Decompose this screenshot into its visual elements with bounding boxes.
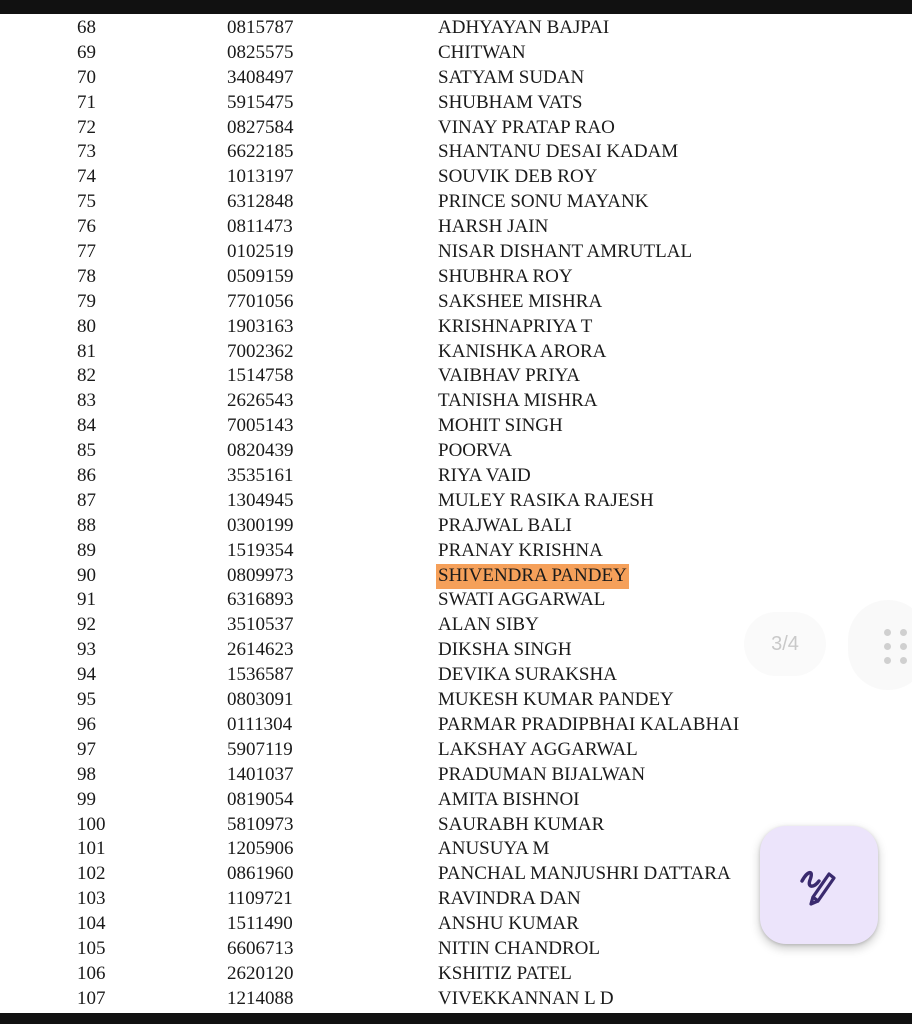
serial-number: 90 [77,564,96,586]
serial-number: 76 [77,216,96,238]
candidate-name: PARMAR PRADIPBHAI KALABHAI [438,713,740,735]
candidate-name: VAIBHAV PRIYA [438,365,581,387]
candidate-name: LAKSHAY AGGARWAL [438,738,638,760]
candidate-name: ADHYAYAN BAJPAI [438,17,610,38]
serial-number: 75 [77,191,96,213]
serial-number: 99 [77,788,96,810]
roll-number: 6606713 [227,937,294,959]
serial-number: 71 [77,91,96,113]
page-indicator-label: 3/4 [771,632,799,655]
candidate-name: NITIN CHANDROL [438,937,601,959]
serial-number: 78 [77,265,96,287]
candidate-name: DIKSHA SINGH [438,639,572,661]
list-item [0,588,912,613]
list-item [0,41,912,66]
candidate-name: MOHIT SINGH [438,415,563,437]
roll-number: 2626543 [227,390,294,412]
serial-number: 80 [77,315,96,337]
roll-number: 2614623 [227,639,294,661]
candidate-name: KANISHKA ARORA [438,340,607,362]
serial-number: 83 [77,390,96,412]
serial-number: 86 [77,465,96,487]
list-item [0,91,912,116]
candidate-name: HARSH JAIN [438,216,549,238]
list-item [0,489,912,514]
candidate-name: ANSHU KUMAR [438,913,579,935]
roll-number: 0827584 [227,116,294,138]
list-item [0,788,912,813]
roll-number: 7701056 [227,290,294,312]
candidate-name: SHUBHAM VATS [438,91,583,113]
serial-number: 88 [77,514,96,536]
list-item [0,987,912,1012]
roll-number: 3408497 [227,66,294,88]
roll-number: 6622185 [227,141,294,163]
roll-number: 1903163 [227,315,294,337]
candidate-name: MUKESH KUMAR PANDEY [438,689,674,711]
serial-number: 96 [77,713,96,735]
roll-number: 7005143 [227,415,294,437]
candidate-name: TANISHA MISHRA [438,390,598,412]
candidate-name: SHUBHRA ROY [438,265,573,287]
list-item [0,190,912,215]
status-bar [0,0,912,14]
roll-number: 5810973 [227,813,294,835]
roll-number: 1401037 [227,763,294,785]
roll-number: 1304945 [227,489,294,511]
serial-number: 106 [77,962,106,984]
roll-number: 0509159 [227,265,294,287]
roll-number: 3535161 [227,465,294,487]
serial-number: 69 [77,41,96,63]
grip-dot-icon [900,629,907,636]
serial-number: 68 [77,17,96,38]
list-item [0,962,912,987]
candidate-name: SATYAM SUDAN [438,66,585,88]
list-item [0,389,912,414]
roll-number: 1536587 [227,664,294,686]
navigation-bar [0,1013,912,1024]
candidate-name: VINAY PRATAP RAO [438,116,615,138]
roll-number: 0300199 [227,514,294,536]
candidate-name: VIVEKKANNAN L D [438,987,614,1009]
list-item [0,215,912,240]
candidate-name: RAVINDRA DAN [438,888,581,910]
list-item [0,66,912,91]
roll-number: 6316893 [227,589,294,611]
serial-number: 107 [77,987,106,1009]
roll-number: 0811473 [227,216,293,238]
candidate-name: SAKSHEE MISHRA [438,290,603,312]
list-item [0,315,912,340]
roll-number: 1514758 [227,365,294,387]
list-item [0,713,912,738]
serial-number: 98 [77,763,96,785]
list-item [0,539,912,564]
list-item [0,290,912,315]
serial-number: 73 [77,141,96,163]
roll-number: 1511490 [227,913,293,935]
roll-number: 5915475 [227,91,294,113]
roll-number: 6312848 [227,191,294,213]
grip-dot-icon [884,629,891,636]
roll-number: 0861960 [227,863,294,885]
roll-number: 1109721 [227,888,293,910]
roll-number: 1013197 [227,166,294,188]
grip-dot-icon [884,643,891,650]
list-item [0,265,912,290]
roll-number: 2620120 [227,962,294,984]
list-item [0,364,912,389]
annotate-button[interactable] [760,826,878,944]
candidate-name: SHIVENDRA PANDEY [436,564,629,589]
candidate-name: PRINCE SONU MAYANK [438,191,649,213]
pen-edit-icon [795,861,843,909]
serial-number: 103 [77,888,106,910]
serial-number: 89 [77,539,96,561]
serial-number: 101 [77,838,106,860]
list-item [0,514,912,539]
serial-number: 91 [77,589,96,611]
serial-number: 84 [77,415,96,437]
roll-number: 0111304 [227,713,293,735]
grip-dot-icon [900,643,907,650]
candidate-name: KSHITIZ PATEL [438,962,572,984]
candidate-name: PRAJWAL BALI [438,514,572,536]
serial-number: 81 [77,340,96,362]
list-item [0,116,912,141]
serial-number: 77 [77,241,96,263]
candidate-name: PANCHAL MANJUSHRI DATTARA [438,863,731,885]
candidate-name: NISAR DISHANT AMRUTLAL [438,241,693,263]
serial-number: 72 [77,116,96,138]
roll-number: 0825575 [227,41,294,63]
serial-number: 94 [77,664,96,686]
serial-number: 87 [77,489,96,511]
list-item [0,464,912,489]
list-item [0,340,912,365]
list-item [0,439,912,464]
list-item [0,240,912,265]
list-item [0,140,912,165]
candidate-name: SWATI AGGARWAL [438,589,606,611]
roll-number: 0819054 [227,788,294,810]
roll-number: 0102519 [227,241,294,263]
candidate-name: ANUSUYA M [438,838,550,860]
serial-number: 74 [77,166,96,188]
serial-number: 93 [77,639,96,661]
candidate-name: KRISHNAPRIYA T [438,315,593,337]
grip-dot-icon [900,657,907,664]
candidate-name: SOUVIK DEB ROY [438,166,598,188]
roll-number: 3510537 [227,614,294,636]
candidate-name: SAURABH KUMAR [438,813,605,835]
candidate-name: MULEY RASIKA RAJESH [438,489,654,511]
roll-number: 1214088 [227,987,294,1009]
list-item [0,414,912,439]
candidate-name: PRADUMAN BIJALWAN [438,763,646,785]
candidate-name: RIYA VAID [438,465,531,487]
roll-number: 0803091 [227,689,294,711]
serial-number: 102 [77,863,106,885]
list-item [0,738,912,763]
list-item [0,16,912,41]
roll-number: 0820439 [227,440,294,462]
candidate-name: SHANTANU DESAI KADAM [438,141,679,163]
serial-number: 92 [77,614,96,636]
candidate-name: AMITA BISHNOI [438,788,580,810]
roll-number: 7002362 [227,340,294,362]
candidate-name: ALAN SIBY [438,614,539,636]
grip-dot-icon [884,657,891,664]
candidate-name: CHITWAN [438,41,526,63]
candidate-name: DEVIKA SURAKSHA [438,664,617,686]
list-item [0,763,912,788]
serial-number: 79 [77,290,96,312]
list-item [0,165,912,190]
serial-number: 104 [77,913,106,935]
serial-number: 82 [77,365,96,387]
roll-number: 5907119 [227,738,293,760]
serial-number: 105 [77,937,106,959]
candidate-name: PRANAY KRISHNA [438,539,603,561]
serial-number: 100 [77,813,106,835]
roll-number: 0815787 [227,17,294,38]
serial-number: 95 [77,689,96,711]
serial-number: 97 [77,738,96,760]
serial-number: 85 [77,440,96,462]
roll-number: 1519354 [227,539,294,561]
page-indicator [744,612,826,676]
list-item [0,564,912,589]
serial-number: 70 [77,66,96,88]
roll-number: 0809973 [227,564,294,586]
list-item [0,688,912,713]
roll-number: 1205906 [227,838,294,860]
drag-handle[interactable] [848,600,912,690]
candidate-name: POORVA [438,440,513,462]
